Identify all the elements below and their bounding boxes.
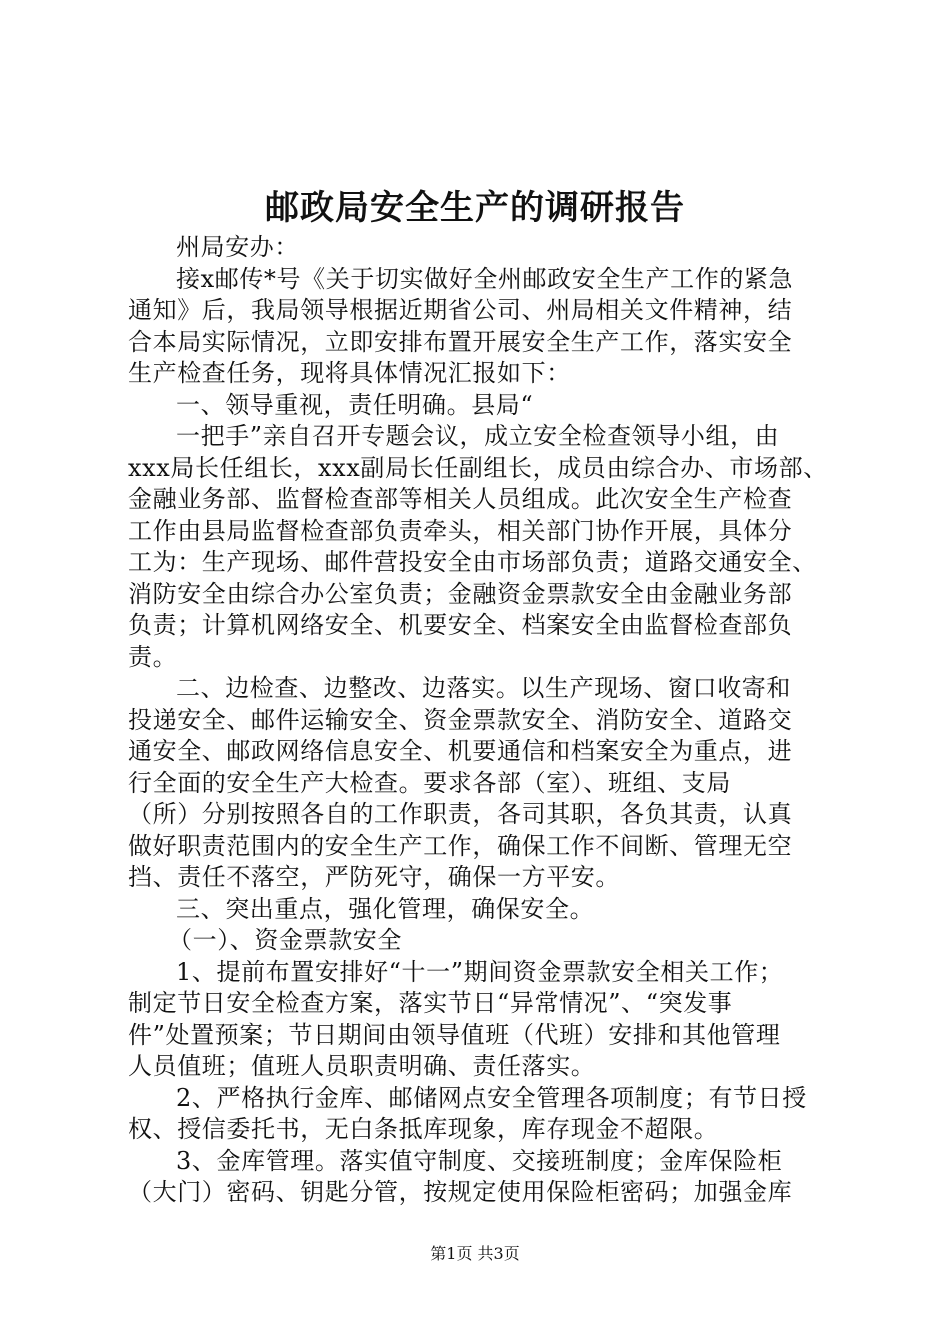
section-heading: 三、突出重点，强化管理，确保安全。	[176, 894, 595, 923]
paragraph-line: 工作由县局监督检查部负责牵头，相关部门协作开展，具体分	[128, 516, 793, 545]
paragraph-line: 行全面的安全生产大检查。要求各部（室）、班组、支局	[128, 768, 731, 797]
subsection-heading: （一）、资金票款安全	[168, 926, 402, 954]
paragraph-line: xxx局长任组长，xxx副局长任副组长，成员由综合办、市场部、	[128, 453, 828, 482]
paragraph-line: 一把手”亲自召开专题会议，成立安全检查领导小组，由	[176, 422, 780, 450]
paragraph-line: 做好职责范围内的安全生产工作，确保工作不间断、管理无空	[128, 831, 793, 860]
paragraph-line: 通知》后，我局领导根据近期省公司、州局相关文件精神，结	[128, 296, 793, 324]
paragraph-line: 投递安全、邮件运输安全、资金票款安全、消防安全、道路交	[128, 705, 793, 734]
paragraph-line: 生产检查任务，现将具体情况汇报如下：	[128, 359, 571, 387]
paragraph-line: 1、提前布置安排好“十一”期间资金票款安全相关工作；	[176, 957, 784, 986]
paragraph-line: 接x邮传*号《关于切实做好全州邮政安全生产工作的紧急	[176, 264, 794, 293]
paragraph-line: 消防安全由综合办公室负责；金融资金票款安全由金融业务部	[128, 579, 793, 608]
paragraph-line: （大门）密码、钥匙分管，按规定使用保险柜密码；加强金库	[128, 1178, 793, 1206]
paragraph-line: 责。	[128, 642, 178, 671]
paragraph-line: （所）分别按照各自的工作职责，各司其职，各负其责，认真	[128, 800, 793, 828]
document-title: 邮政局安全生产的调研报告	[265, 188, 685, 228]
paragraph-line: 负责；计算机网络安全、机要安全、档案安全由监督检查部负	[128, 611, 793, 639]
section-heading: 一、领导重视，责任明确。县局“	[176, 390, 534, 419]
paragraph-line: 2、严格执行金库、邮储网点安全管理各项制度；有节日授	[176, 1083, 807, 1112]
paragraph-line: 制定节日安全检查方案，落实节日“异常情况”、“突发事	[128, 989, 733, 1017]
paragraph-line: 工为：生产现场、邮件营投安全由市场部负责；道路交通安全、	[128, 548, 817, 576]
paragraph-line: 挡、责任不落空，严防死守，确保一方平安。	[128, 863, 620, 891]
paragraph-line: 件”处置预案；节日期间由领导值班（代班）安排和其他管理	[128, 1020, 781, 1049]
section-heading: 二、边检查、边整改、边落实。以生产现场、窗口收寄和	[176, 674, 791, 702]
paragraph-line: 金融业务部、监督检查部等相关人员组成。此次安全生产检查	[128, 485, 793, 513]
paragraph-line: 合本局实际情况，立即安排布置开展安全生产工作，落实安全	[128, 327, 793, 356]
paragraph-line: 权、授信委托书，无白条抵库现象，库存现金不超限。	[128, 1115, 719, 1143]
paragraph-line: 3、金库管理。落实值守制度、交接班制度；金库保险柜	[176, 1146, 783, 1175]
paragraph-line: 通安全、邮政网络信息安全、机要通信和档案安全为重点，进	[128, 737, 793, 765]
page-footer: 第1页 共3页	[430, 1244, 520, 1263]
paragraph-line: 人员值班；值班人员职责明确、责任落实。	[128, 1052, 596, 1080]
document-body	[128, 232, 832, 1209]
paragraph-line: 州局安办：	[176, 233, 299, 261]
